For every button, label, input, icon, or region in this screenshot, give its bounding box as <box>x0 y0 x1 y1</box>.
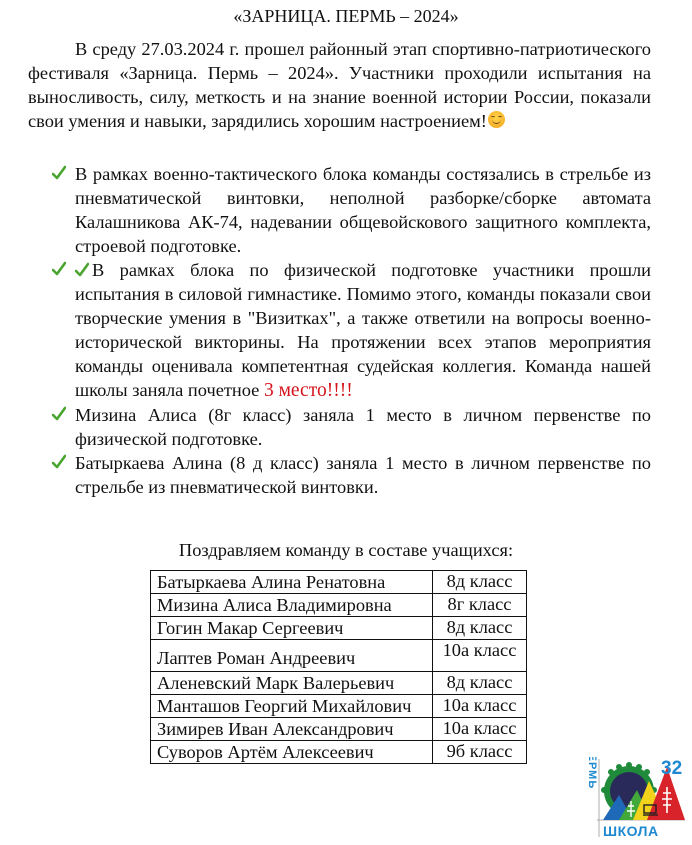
student-class: 10а класс <box>433 640 527 672</box>
check-icon <box>52 165 66 181</box>
check-icon <box>75 260 89 276</box>
list-item <box>0 403 651 451</box>
student-class: 8г класс <box>433 594 527 617</box>
table-row <box>151 741 527 764</box>
table-row <box>151 571 527 594</box>
student-name: Мизина Алиса Владимировна <box>151 594 433 617</box>
table-row <box>151 695 527 718</box>
student-name: Манташов Георгий Михайлович <box>151 695 433 718</box>
table-row <box>151 718 527 741</box>
list-item <box>0 451 651 499</box>
school-logo-graphic <box>587 757 687 839</box>
student-class: 8д класс <box>433 571 527 594</box>
student-class: 10а класс <box>433 695 527 718</box>
student-name: Суворов Артём Алексеевич <box>151 741 433 764</box>
school-logo <box>587 757 687 839</box>
document-title: «ЗАРНИЦА. ПЕРМЬ – 2024» <box>233 6 459 26</box>
list-item <box>0 258 651 403</box>
student-name: Зимирев Иван Александрович <box>151 718 433 741</box>
list-item <box>0 162 651 258</box>
student-name: Аленевский Марк Валерьевич <box>151 672 433 695</box>
student-name: Гогин Макар Сергеевич <box>151 617 433 640</box>
intro-paragraph <box>28 37 651 133</box>
table-row <box>151 672 527 695</box>
list-item-text: В рамках военно-тактического блока команды состязались в стрельбе из пневматической винтовки, неполной разборке/сборке автомата Калашникова АК-74, надевании общевойскового защитного комплекта, строевой подготовке. <box>75 164 651 256</box>
student-class: 10а класс <box>433 718 527 741</box>
logo-city-text: ПЕРМЬ <box>587 757 598 790</box>
check-icon <box>52 261 66 277</box>
achievement-list <box>0 162 692 499</box>
student-name: Лаптев Роман Андреевич <box>151 640 433 672</box>
list-item-text: Батыркаева Алина (8 д класс) заняла 1 место в личном первенстве по стрельбе из пневматической винтовки. <box>75 453 651 497</box>
student-class: 8д класс <box>433 617 527 640</box>
student-class: 8д класс <box>433 672 527 695</box>
smiling-face-emoji-icon <box>488 111 505 128</box>
list-item-text: В рамках блока по физической подготовке участники прошли испытания в силовой гимнастике. Помимо этого, команды показали свои творческие умения в "Визитках", а также ответили на вопросы военно-исторической викторины. На протяжении всех этапов мероприятия команды оценивала компетентная судейская коллегия. Команда нашей школы заняла почетное <box>75 260 651 400</box>
table-row <box>151 640 527 672</box>
student-class: 9б класс <box>433 741 527 764</box>
check-icon <box>52 454 66 470</box>
list-item-text: Мизина Алиса (8г класс) заняла 1 место в личном первенстве по физической подготовке. <box>75 405 651 449</box>
student-name: Батыркаева Алина Ренатовна <box>151 571 433 594</box>
place-highlight: 3 место!!!! <box>263 380 353 401</box>
congrats-heading: Поздравляем команду в составе учащихся: <box>178 540 514 560</box>
intro-text: В среду 27.03.2024 г. прошел районный этап спортивно-патриотического фестиваля «Зарница. Пермь – 2024». Участники проходили испытания на выносливость, силу, меткость и на знание военной истории России, показали свои умения и навыки, зарядились хорошим настроением! <box>28 39 651 131</box>
logo-number-text: 32 <box>661 758 683 779</box>
check-icon <box>52 406 66 422</box>
logo-word-text: ШКОЛА <box>603 823 659 839</box>
table-row <box>151 594 527 617</box>
table-row <box>151 617 527 640</box>
team-table <box>150 570 527 764</box>
